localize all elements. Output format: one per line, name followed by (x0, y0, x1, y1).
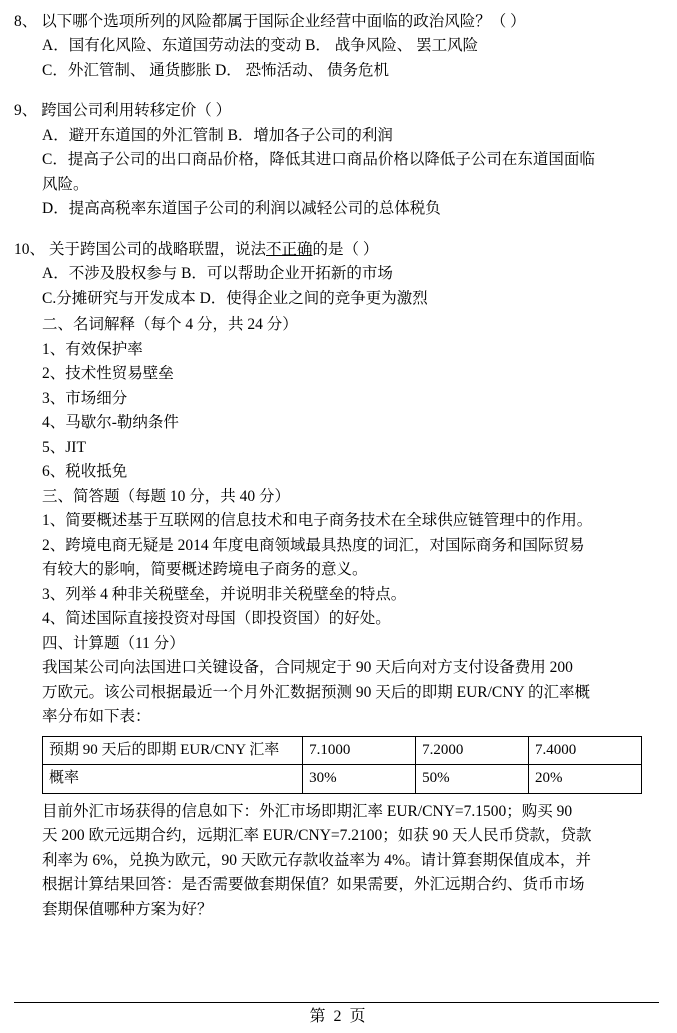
section-two-item-6: 6、税收抵免 (42, 463, 128, 481)
section-four-after-line-4: 根据计算结果回答：是否需要做套期保值？如果需要，外汇远期合约、货币市场 (42, 876, 585, 894)
section-three-item-2: 2、跨境电商无疑是 2014 年度电商领域最具热度的词汇，对国际商务和国际贸易 (42, 536, 585, 554)
section-three-heading: 三、简答题（每题 10 分，共 40 分） (42, 487, 291, 505)
table-cell-prob-2: 50% (416, 765, 529, 794)
section-two-item-3: 3、市场细分 (42, 389, 128, 407)
question-8-stem-row (14, 10, 659, 34)
section-two-item-1: 1、有效保护率 (42, 340, 143, 358)
table-cell-rate-3: 7.4000 (529, 736, 642, 765)
question-8-option-line-2: C．外汇管制、 通货膨胀 D． 恐怖活动、 债务危机 (42, 61, 390, 79)
section-two-item-5: 5、JIT (42, 438, 86, 456)
question-10-option-line-1: A．不涉及股权参与 B．可以帮助企业开拓新的市场 (42, 265, 393, 283)
table-row (43, 765, 642, 794)
section-four-after-line-3: 利率为 6%，兑换为欧元，90 天欧元存款收益率为 4%。请计算套期保值成本，并 (42, 851, 591, 869)
table-cell-rate-1: 7.1000 (303, 736, 416, 765)
table-cell-rate-2: 7.2000 (416, 736, 529, 765)
question-9 (14, 99, 659, 221)
question-10-stem-pre: 关于跨国公司的战略联盟，说法 (49, 240, 267, 258)
question-10-stem-row (14, 238, 659, 262)
question-8-stem: 以下哪个选项所列的风险都属于国际企业经营中面临的政治风险？（ ） (41, 13, 526, 30)
section-four-heading: 四、计算题（11 分） (42, 634, 185, 652)
question-8 (14, 10, 659, 83)
table-cell-prob-3: 20% (529, 765, 642, 794)
table-row-label-rate: 预期 90 天后的即期 EUR/CNY 汇率 (43, 736, 303, 765)
question-9-option-line-3: 风险。 (42, 175, 89, 193)
section-three-item-2-cont: 有较大的影响，简要概述跨境电子商务的意义。 (42, 561, 368, 579)
section-four-paragraph-line-3: 率分布如下表： (42, 708, 151, 726)
question-9-option-line-1: A．避开东道国的外汇管制 B．增加各子公司的利润 (42, 126, 393, 144)
section-two-item-4: 4、马歇尔-勒纳条件 (42, 414, 179, 432)
question-10-option-line-2: C.分摊研究与开发成本 D．使得企业之间的竞争更为激烈 (42, 289, 428, 307)
section-two-heading: 二、名词解释（每个 4 分，共 24 分） (42, 316, 298, 334)
section-four-after-line-2: 天 200 欧元远期合约，远期汇率 EUR/CNY=7.2100；如获 90 天人民币贷款，贷款 (42, 827, 592, 845)
question-10-stem-post: 的是（ ） (312, 240, 379, 258)
table-cell-prob-1: 30% (303, 765, 416, 794)
section-three-item-1: 1、简要概述基于互联网的信息技术和电子商务技术在全球供应链管理中的作用。 (42, 512, 593, 530)
question-8-option-line-1: A．国有化风险、东道国劳动法的变动 B． 战争风险、 罢工风险 (42, 37, 479, 55)
exchange-rate-table (42, 736, 642, 794)
spacer (14, 224, 659, 238)
spacer (14, 85, 659, 99)
question-8-number: 8、 (14, 13, 38, 30)
page-footer: 第 2 页 (309, 1007, 368, 1025)
question-9-option-line-2: C．提高子公司的出口商品价格，降低其进口商品价格以降低子公司在东道国面临 (42, 151, 595, 169)
section-four-paragraph-line-1: 我国某公司向法国进口关键设备，合同规定于 90 天后向对方支付设备费用 200 (42, 659, 573, 677)
question-9-number: 9、 (14, 102, 38, 120)
question-9-stem: 跨国公司利用转移定价（ ） (41, 102, 232, 120)
section-three-item-4: 4、简述国际直接投资对母国（即投资国）的好处。 (42, 610, 391, 628)
question-9-stem-row (14, 99, 659, 123)
section-four-paragraph-line-2: 万欧元。该公司根据最近一个月外汇数据预测 90 天后的即期 EUR/CNY 的汇率概 (42, 683, 590, 701)
section-four-after-line-5: 套期保值哪种方案为好？ (42, 900, 213, 918)
table-row-label-probability: 概率 (43, 765, 303, 794)
table-row (43, 736, 642, 765)
question-10-number: 10、 (14, 240, 46, 258)
section-three-item-3: 3、列举 4 种非关税壁垒，并说明非关税壁垒的特点。 (42, 585, 407, 603)
question-10-stem-underlined: 不正确 (266, 240, 313, 258)
section-four-after-line-1: 目前外汇市场获得的信息如下：外汇市场即期汇率 EUR/CNY=7.1500；购买 90 (42, 802, 573, 820)
question-10-stem (49, 238, 659, 262)
question-9-option-line-4: D．提高高税率东道国子公司的利润以减轻公司的总体税负 (42, 200, 441, 218)
section-two-item-2: 2、技术性贸易壁垒 (42, 365, 174, 383)
question-10 (14, 238, 659, 311)
